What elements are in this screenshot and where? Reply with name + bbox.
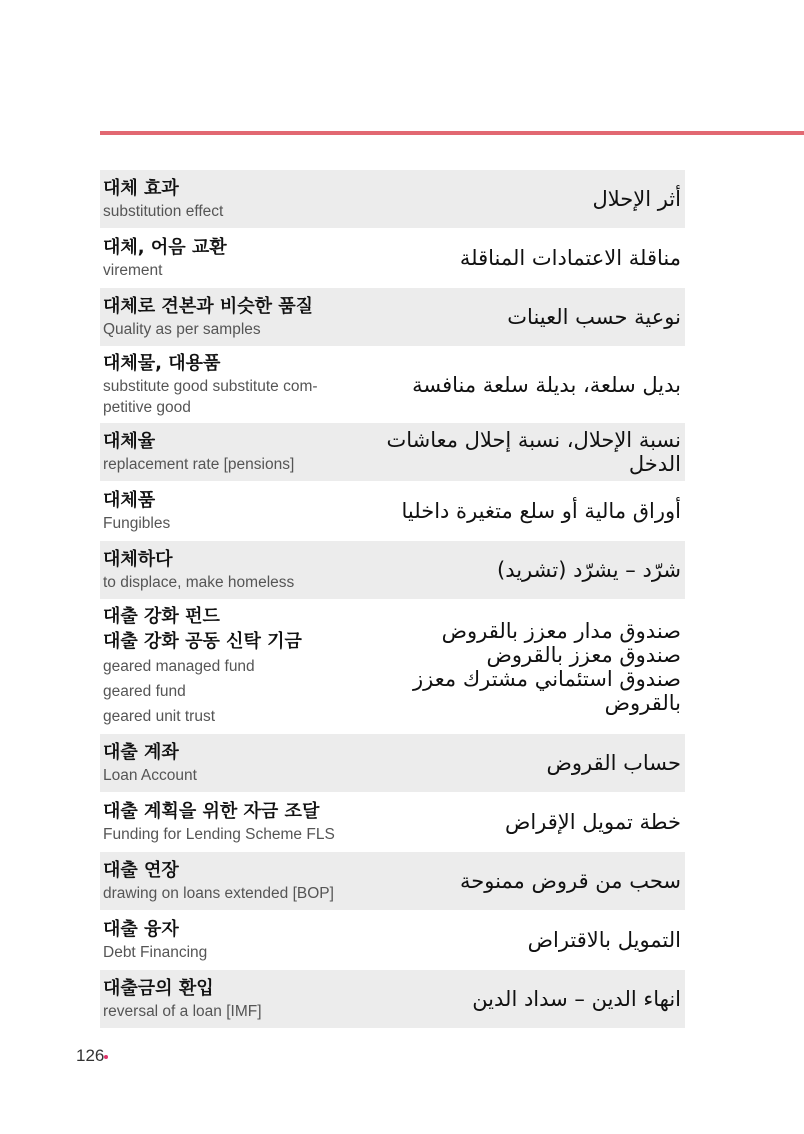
korean-term: 대출금의 환입 xyxy=(103,978,214,999)
arabic-term: صندوق معزز بالقروض xyxy=(486,642,681,667)
korean-term: 대체품 xyxy=(103,490,156,511)
english-term: Debt Financing xyxy=(103,944,208,961)
arabic-term: مناقلة الاعتمادات المناقلة xyxy=(459,246,681,270)
glossary-entry xyxy=(100,852,685,911)
english-term: geared unit trust xyxy=(103,708,216,725)
english-term: drawing on loans extended [BOP] xyxy=(103,885,334,902)
korean-term: 대체율 xyxy=(103,431,156,452)
arabic-term: صندوق استئماني مشترك معزز بالقروض xyxy=(413,666,681,715)
glossary-entry xyxy=(100,541,685,600)
korean-term: 대출 융자 xyxy=(103,919,179,940)
arabic-term: نوعية حسب العينات xyxy=(507,305,681,329)
glossary-table xyxy=(100,170,685,1029)
korean-term: 대출 계획을 위한 자금 조달 xyxy=(103,801,320,822)
entry-source-terms xyxy=(103,235,358,281)
glossary-entry xyxy=(100,170,685,229)
entry-source-terms xyxy=(103,740,358,786)
arabic-translation xyxy=(505,810,681,834)
arabic-term: انهاء الدين – سداد الدين xyxy=(472,987,681,1011)
korean-term: 대체, 어음 교환 xyxy=(103,237,227,258)
english-term: substitution effect xyxy=(103,203,224,220)
glossary-entry xyxy=(100,911,685,970)
korean-term: 대체물, 대용품 xyxy=(103,353,221,374)
entry-source-terms xyxy=(103,351,358,418)
english-term: geared managed fund xyxy=(103,658,255,675)
english-term: substitute good substitute com-petitive good xyxy=(103,378,318,416)
korean-term: 대체 효과 xyxy=(103,178,179,199)
entry-source-terms xyxy=(103,429,358,475)
english-term: Funding for Lending Scheme FLS xyxy=(103,826,335,843)
korean-term: 대출 계좌 xyxy=(103,742,179,763)
arabic-translation xyxy=(507,305,681,329)
arabic-translation xyxy=(402,499,681,523)
page-number-dot xyxy=(104,1055,108,1059)
arabic-term: سحب من قروض ممنوحة xyxy=(459,869,681,893)
english-term: Quality as per samples xyxy=(103,321,261,338)
entry-source-terms xyxy=(103,176,358,222)
arabic-translation xyxy=(460,869,681,893)
top-rule xyxy=(100,131,804,135)
arabic-translation xyxy=(361,619,681,715)
entry-source-terms xyxy=(103,604,358,729)
arabic-term: أوراق مالية أو سلع متغيرة داخليا xyxy=(401,499,681,523)
english-term: reversal of a loan [IMF] xyxy=(103,1003,262,1020)
arabic-term: التمويل بالاقتراض xyxy=(527,928,681,952)
arabic-term: نسبة الإحلال، نسبة إحلال معاشات الدخل xyxy=(386,428,681,476)
arabic-translation xyxy=(361,428,681,476)
korean-term: 대체하다 xyxy=(103,549,173,570)
entry-source-terms xyxy=(103,858,358,904)
glossary-entry xyxy=(100,347,685,423)
arabic-translation xyxy=(412,373,681,397)
english-term: to displace, make homeless xyxy=(103,574,295,591)
arabic-translation xyxy=(592,187,681,211)
glossary-entry xyxy=(100,793,685,852)
arabic-translation xyxy=(472,987,681,1011)
english-term: geared fund xyxy=(103,683,186,700)
english-term: Loan Account xyxy=(103,767,197,784)
korean-term: 대체로 견본과 비슷한 품질 xyxy=(103,296,314,317)
glossary-entry xyxy=(100,600,685,734)
arabic-term: أثر الإحلال xyxy=(592,187,681,211)
arabic-term: بديل سلعة، بديلة سلعة منافسة xyxy=(412,372,681,397)
entry-source-terms xyxy=(103,488,358,534)
glossary-entry xyxy=(100,970,685,1029)
arabic-term: حساب القروض xyxy=(546,751,681,775)
arabic-term: خطة تمويل الإقراض xyxy=(504,810,681,834)
arabic-term: شرّد – يشرّد (تشريد) xyxy=(497,558,681,582)
english-term: Fungibles xyxy=(103,515,171,532)
korean-term: 대출 강화 공동 신탁 기금 xyxy=(103,631,302,652)
arabic-translation xyxy=(546,751,681,775)
glossary-entry xyxy=(100,734,685,793)
korean-term: 대출 강화 펀드 xyxy=(103,606,220,627)
glossary-entry xyxy=(100,482,685,541)
entry-source-terms xyxy=(103,294,358,340)
arabic-translation xyxy=(497,558,681,582)
glossary-entry xyxy=(100,229,685,288)
korean-term: 대출 연장 xyxy=(103,860,179,881)
entry-source-terms xyxy=(103,917,358,963)
glossary-entry xyxy=(100,423,685,482)
english-term: replacement rate [pensions] xyxy=(103,456,295,473)
page-number: 126 xyxy=(76,1046,105,1065)
arabic-translation xyxy=(460,246,681,270)
entry-source-terms xyxy=(103,976,358,1022)
glossary-entry xyxy=(100,288,685,347)
arabic-translation xyxy=(528,928,681,952)
entry-source-terms xyxy=(103,547,358,593)
english-term: virement xyxy=(103,262,163,279)
entry-source-terms xyxy=(103,799,358,845)
arabic-term: صندوق مدار معزز بالقروض xyxy=(441,618,681,643)
